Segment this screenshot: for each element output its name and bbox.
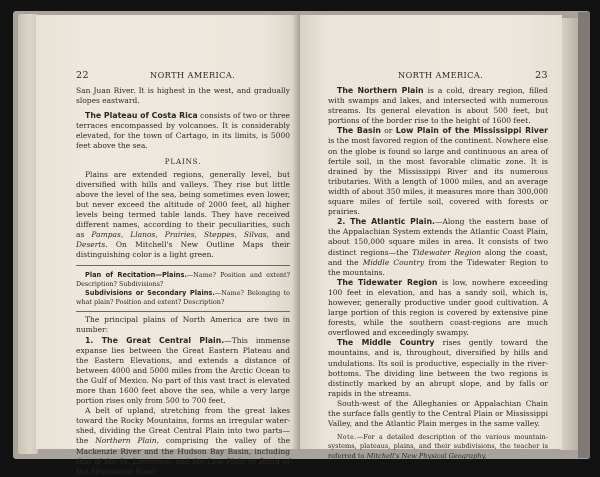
atlantic-plain-title: 2. The Atlantic Plain. [337,217,435,227]
divider [76,265,290,266]
san-juan-paragraph: San Juan River. It is highest in the west, and gradually slopes eastward. [76,86,290,106]
costa-rica-title: The Plateau of Costa Rica [85,111,198,121]
note-paragraph: Note.—For a detailed description of the various mountain-systems, plateaus, plains, and their subdivisions, the teacher is referred to Mitchell's New Physical Geography. [328,433,548,460]
right-page [300,15,562,460]
left-page [36,15,300,476]
book-spine-edge [578,12,590,458]
left-page-content [76,86,290,477]
left-head-title: NORTH AMERICA. [150,70,236,80]
page-edges-left [18,14,38,454]
right-page-content [328,86,548,461]
great-central-plain-paragraph: 1. The Great Central Plain.—This immense expanse lies between the Great Eastern Plateau and the Eastern Elevations, and extends a distance of between 4000 and 5000 miles from the Arctic Ocean to the Gulf of Mexico. No part of this vast tract is elevated more than 1600 feet above the sea, while a very large portion rises only from 500 to 700 feet. [76,335,290,406]
tidewater-title: The Tidewater Region [337,277,438,287]
page-edges-right [560,18,578,450]
northern-plain-paragraph: The Northern Plain is a cold, dreary region, filled with swamps and lakes, and intersected with numerous streams. Its general elevation is about 500 feet, but portions of the border rise to the height of 1600 feet. [328,86,548,126]
middle-country-title: The Middle Country [337,338,435,348]
southwest-paragraph: South-west of the Alleghanies or Appalachian Chain the surface falls gently to the Central Plain or Mississippi Valley, and the Atlantic Plain merges in the same valley. [328,398,548,429]
recitation-plan-subdivisions: Subdivisions or Secondary Plains.—Name? Belonging to what plain? Position and extent? Description? [76,288,290,307]
tidewater-paragraph: The Tidewater Region is low, nowhere exceeding 100 feet in elevation, and has a sandy soil, which is, however, generally productive under good cultivation. A large portion of this region is covered by extensive pine forests, while the southern coast-regions are much overflowed and exceedingly swampy. [328,277,548,338]
great-central-plain-title: 1. The Great Central Plain. [85,335,225,345]
basin-title-2: Low Plain of the Mississippi River [395,126,548,136]
plains-heading: PLAINS. [164,156,202,166]
belt-paragraph: A belt of upland, stretching from the great lakes toward the Rocky Mountains, forms an irregular water-shed, dividing the Great Central Plain into two parts—the Northern Plain, comprising the valley of the Mackenzie River and the Hudson Bay Basin, including that of the St. Lawrence; and the Low Plain or Basin of the Mississippi River. [76,406,291,476]
middle-country-paragraph: The Middle Country rises gently toward the mountains, and is, throughout, diversified by hills and undulations. Its soil is productive, especially in the river-bottoms. The dividing line between the two regions is distinctly marked by an abrupt slope, and by falls or rapids in the streams. [328,338,548,398]
divider [76,311,290,312]
atlantic-plain-paragraph: 2. The Atlantic Plain.—Along the eastern base of the Appalachian System extends the Atlantic Coast Plain, about 150,000 square miles in area. It consists of two distinct regions—the Tidewater Region along the coast, and the Middle Country from the Tidewater Region to the mountains. [328,217,549,277]
principal-plains-paragraph: The principal plains of North America are two in number: [76,315,290,335]
left-running-head [76,70,290,81]
left-page-number: 22 [76,70,89,81]
right-page-number: 23 [535,70,548,81]
costa-rica-paragraph: The Plateau of Costa Rica consists of two or three terraces encompassed by volcanoes. It is considerably elevated, for the town of Cartago, in its limits, is 5000 feet above the sea. [76,111,290,151]
northern-plain-title: The Northern Plain [337,86,424,95]
plains-paragraph: Plains are extended regions, generally level, but diversified with hills and valleys. They rise but little above the level of the sea, being sometimes even lower, but never exceed the altitude of 2000 feet, all higher levels being termed table lands. They have received different names, according to their peculiarities, such as Pampas, Llanos, Prairies, Steppes, Silvas, and Deserts. On Mitchell's New Outline Maps their distinguishing color is a light green. [76,169,291,260]
mississippi-basin-paragraph: The Basin or Low Plain of the Mississippi River is the most favored region of the continent. Nowhere else on the globe is found so large and continuous an area of fertile soil, in the most favorable climatic zone. It is drained by the Mississippi River and its numerous tributaries. With a length of 1000 miles, and an average width of about 350 miles, it measures more than 300,000 square miles of fertile soil, covered with forests or prairies. [328,126,548,217]
right-head-title: NORTH AMERICA. [398,70,484,80]
basin-title: The Basin [337,126,381,136]
recitation-plan-plains: Plan of Recitation—Plains.—Name? Position and extent? Description? Subdivisions? [76,270,291,288]
